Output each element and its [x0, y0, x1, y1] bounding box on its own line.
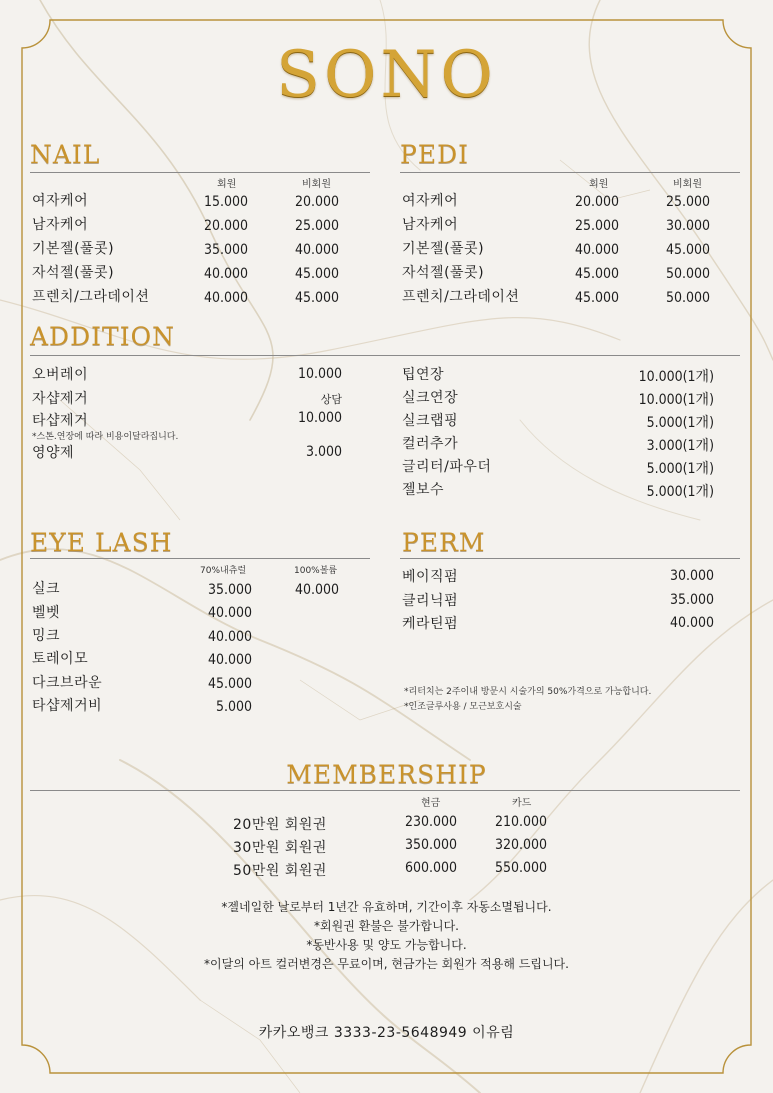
pedi-item-member-price: 40.000 [575, 242, 620, 258]
pedi-item-nonmember-price: 25.000 [666, 194, 711, 210]
membership-note: *젤네일한 날로부터 1년간 유효하며, 기간이후 자동소멸됩니다. [221, 900, 552, 914]
nail-item-name: 프렌치/그라데이션 [32, 289, 150, 305]
membership-header-card: 카드 [512, 798, 532, 809]
eyelash-divider [30, 558, 370, 559]
addition-item-name: 실크연장 [402, 390, 459, 406]
eyelash-item-volume-price: 40.000 [295, 582, 340, 598]
eyelash-item-name: 다크브라운 [32, 675, 103, 691]
addition-item-price: 3.000(1개) [646, 438, 714, 454]
perm-item-price: 35.000 [669, 592, 714, 608]
pedi-divider [400, 172, 740, 173]
addition-item-price: 5.000(1개) [646, 415, 714, 431]
pedi-item-name: 여자케어 [402, 193, 459, 209]
membership-item-name: 50만원 회원권 [233, 863, 327, 879]
pedi-section-title: PEDI [400, 140, 469, 169]
membership-divider [30, 790, 740, 791]
eyelash-item-natural-price: 40.000 [207, 629, 252, 645]
perm-item-name: 클리닉펌 [402, 593, 459, 609]
nail-item-name: 자석젤(풀콧) [32, 265, 115, 281]
eyelash-item-name: 밍크 [32, 628, 61, 644]
membership-header-cash: 현금 [421, 798, 441, 809]
nail-item-name: 여자케어 [32, 193, 89, 209]
perm-item-name: 베이직펌 [402, 569, 459, 585]
eyelash-item-natural-price: 40.000 [207, 652, 252, 668]
nail-item-nonmember-price: 45.000 [295, 266, 340, 282]
nail-item-member-price: 20.000 [204, 218, 249, 234]
nail-item-member-price: 40.000 [204, 290, 249, 306]
addition-item-name: 영양제 [32, 445, 75, 461]
nail-divider [30, 172, 370, 173]
membership-item-name: 30만원 회원권 [233, 840, 327, 856]
membership-item-card-price: 550.000 [495, 860, 548, 876]
perm-item-price: 30.000 [669, 568, 714, 584]
membership-section-title: MEMBERSHIP [286, 760, 487, 789]
membership-item-card-price: 320.000 [495, 837, 548, 853]
eyelash-section-title: EYE LASH [30, 528, 173, 557]
pedi-header-nonmember: 비회원 [673, 179, 702, 190]
eyelash-item-natural-price: 5.000 [215, 699, 252, 715]
addition-item-name: 타샵제거 [32, 413, 89, 429]
addition-note: *스톤.연장에 따라 비용이달라집니다. [32, 432, 179, 442]
membership-note: *회원권 환불은 불가합니다. [314, 919, 459, 933]
pedi-item-member-price: 45.000 [575, 290, 620, 306]
addition-item-price: 5.000(1개) [646, 461, 714, 477]
membership-note: *동반사용 및 양도 가능합니다. [306, 938, 467, 952]
pedi-header-member: 회원 [589, 179, 609, 190]
addition-item-name: 글리터/파우더 [402, 459, 492, 475]
addition-item-price: 상담 [320, 393, 342, 406]
bank-account: 카카오뱅크 3333-23-5648949 이유림 [258, 1025, 515, 1041]
perm-divider [400, 558, 740, 559]
nail-header-member: 회원 [217, 179, 237, 190]
addition-divider [30, 355, 740, 356]
addition-item-price: 10.000 [297, 366, 342, 382]
brand-logo: SONO [276, 38, 497, 112]
addition-item-price: 3.000 [305, 444, 342, 460]
pedi-item-name: 기본젤(풀콧) [402, 241, 485, 257]
eyelash-item-name: 토레이모 [32, 651, 89, 667]
addition-item-price: 5.000(1개) [646, 484, 714, 500]
membership-item-cash-price: 350.000 [405, 837, 458, 853]
nail-header-nonmember: 비회원 [302, 179, 331, 190]
eyelash-item-natural-price: 40.000 [207, 605, 252, 621]
nail-item-member-price: 15.000 [204, 194, 249, 210]
nail-item-nonmember-price: 20.000 [295, 194, 340, 210]
perm-item-name: 케라틴펌 [402, 616, 459, 632]
nail-item-nonmember-price: 45.000 [295, 290, 340, 306]
eyelash-item-name: 실크 [32, 581, 61, 597]
pedi-item-name: 남자케어 [402, 217, 459, 233]
eyelash-header-volume: 100%볼륨 [294, 566, 338, 576]
eyelash-item-name: 벨벳 [32, 605, 61, 621]
addition-item-name: 컬러추가 [402, 436, 459, 452]
pedi-item-member-price: 20.000 [575, 194, 620, 210]
addition-item-price: 10.000 [297, 410, 342, 426]
addition-item-price: 10.000(1개) [638, 369, 714, 385]
nail-item-name: 남자케어 [32, 217, 89, 233]
membership-item-cash-price: 230.000 [405, 814, 458, 830]
addition-item-name: 오버레이 [32, 367, 89, 383]
pedi-item-nonmember-price: 50.000 [666, 266, 711, 282]
addition-item-name: 자샵제거 [32, 391, 89, 407]
pedi-item-name: 프렌치/그라데이션 [402, 289, 520, 305]
perm-section-title: PERM [402, 528, 486, 557]
nail-item-name: 기본젤(풀콧) [32, 241, 115, 257]
membership-item-name: 20만원 회원권 [233, 817, 327, 833]
perm-item-price: 40.000 [669, 615, 714, 631]
pedi-item-nonmember-price: 45.000 [666, 242, 711, 258]
membership-item-card-price: 210.000 [495, 814, 548, 830]
eyelash-header-natural: 70%내츄럴 [200, 566, 247, 576]
pedi-item-member-price: 45.000 [575, 266, 620, 282]
eyelash-item-natural-price: 35.000 [207, 582, 252, 598]
pedi-item-nonmember-price: 30.000 [666, 218, 711, 234]
addition-item-name: 젤보수 [402, 482, 445, 498]
addition-item-price: 10.000(1개) [638, 392, 714, 408]
nail-item-nonmember-price: 25.000 [295, 218, 340, 234]
pedi-item-name: 자석젤(풀콧) [402, 265, 485, 281]
pedi-item-member-price: 25.000 [575, 218, 620, 234]
perm-note: *리터치는 2주이내 방문시 시술가의 50%가격으로 가능합니다. [404, 687, 652, 697]
addition-item-name: 실크랩핑 [402, 413, 459, 429]
membership-item-cash-price: 600.000 [405, 860, 458, 876]
eyelash-item-name: 타샵제거비 [32, 698, 103, 714]
nail-item-member-price: 35.000 [204, 242, 249, 258]
addition-item-name: 팁연장 [402, 367, 445, 383]
pedi-item-nonmember-price: 50.000 [666, 290, 711, 306]
nail-section-title: NAIL [30, 140, 101, 169]
nail-item-member-price: 40.000 [204, 266, 249, 282]
nail-item-nonmember-price: 40.000 [295, 242, 340, 258]
membership-note: *이달의 아트 컬러변경은 무료이며, 현금가는 회원가 적용해 드립니다. [204, 957, 569, 971]
eyelash-item-natural-price: 45.000 [207, 676, 252, 692]
addition-section-title: ADDITION [30, 322, 175, 351]
perm-note: *인조글루사용 / 모근보호시술 [404, 702, 522, 712]
